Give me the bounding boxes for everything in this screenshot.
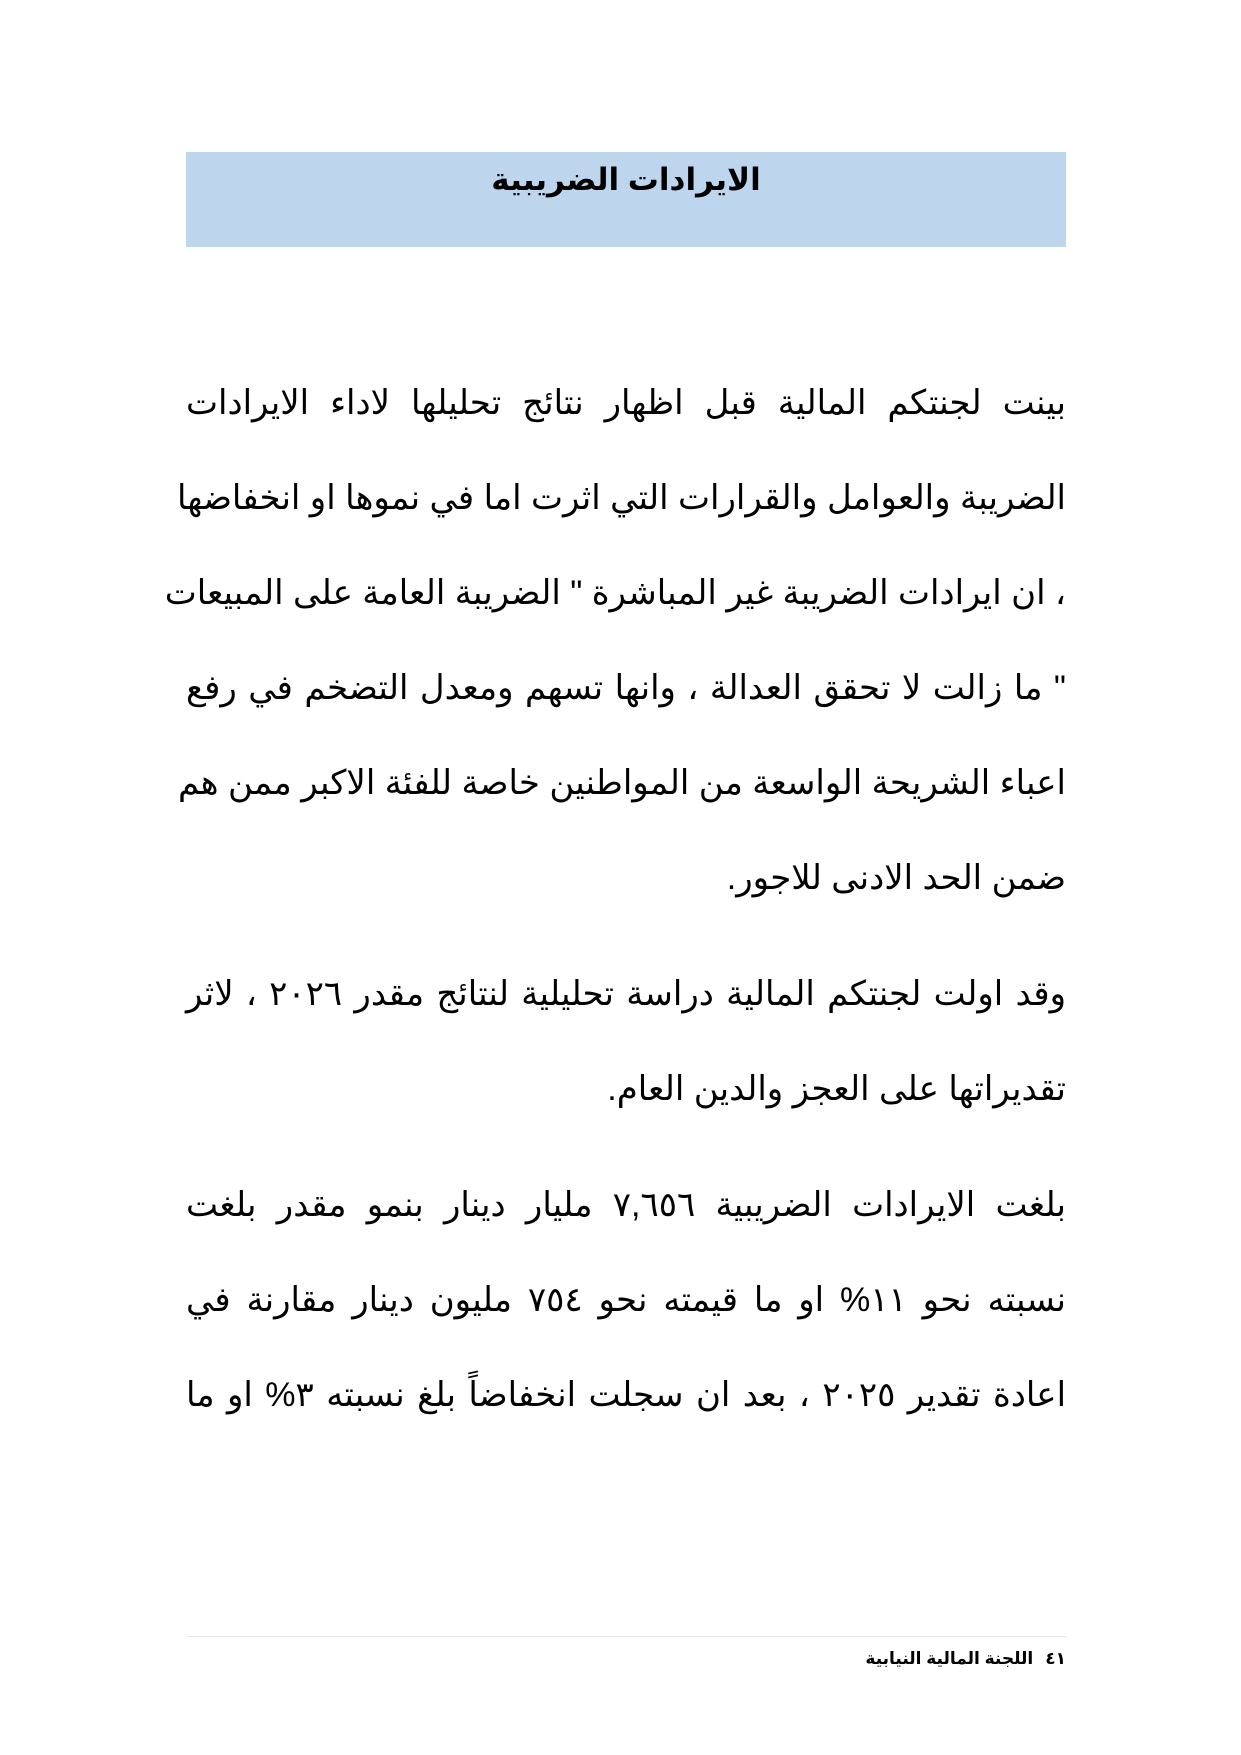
paragraph-line: الضريبة والعوامل والقرارات التي اثرت اما في نموها او انخفاضها — [177, 479, 1066, 517]
paragraph-line: نسبته نحو ١١% او ما قيمته نحو ٧٥٤ مليون دينار مقارنة في — [186, 1281, 1067, 1319]
committee-name: اللجنة المالية النيابية — [865, 1649, 1034, 1668]
page-number: ٤١ — [1045, 1649, 1066, 1668]
section-title: الايرادات الضريبية — [491, 162, 761, 197]
paragraph-line: بلغت الايرادات الضريبية ٧,٦٥٦ مليار دينار بنمو مقدر بلغت — [186, 1186, 1066, 1224]
paragraph-line: ضمن الحد الادنى للاجور. — [726, 859, 1066, 897]
footer-divider — [186, 1636, 1066, 1637]
paragraph-line: اعادة تقدير ٢٠٢٥ ، بعد ان سجلت انخفاضاً بلغ نسبته ٣% او ما — [186, 1376, 1067, 1414]
page-footer — [865, 1648, 1066, 1670]
section-heading-band — [186, 152, 1066, 247]
paragraph-line: ، ان ايرادات الضريبة غير المباشرة " الضريبة العامة على المبيعات — [164, 574, 1066, 612]
paragraph-line: اعباء الشريحة الواسعة من المواطنين خاصة للفئة الاكبر ممن هم — [178, 764, 1066, 802]
paragraph-line: وقد اولت لجنتكم المالية دراسة تحليلية لنتائج مقدر ٢٠٢٦ ، لاثر — [186, 975, 1066, 1013]
paragraph-line: تقديراتها على العجز والدين العام. — [607, 1070, 1066, 1108]
paragraph-line: " ما زالت لا تحقق العدالة ، وانها تسهم ومعدل التضخم في رفع — [186, 669, 1066, 707]
paragraph-line: بينت لجنتكم المالية قبل اظهار نتائج تحليلها لاداء الايرادات — [186, 384, 1066, 422]
